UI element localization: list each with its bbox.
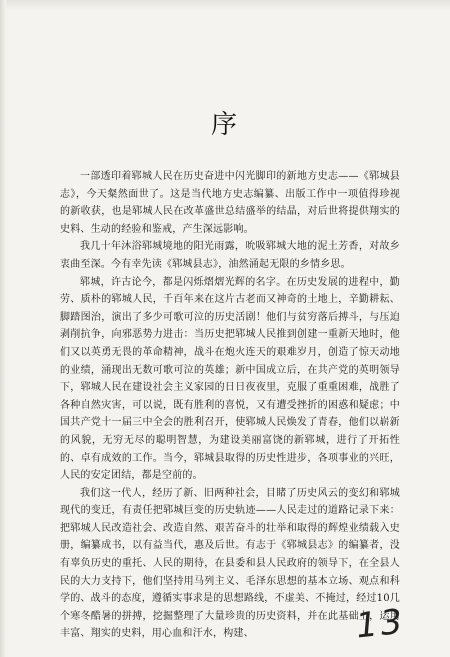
paragraph-4: 我们这一代人，经历了新、旧两种社会，目睹了历史风云的变幻和郓城现代的变迁，有责任把郓城巨变的历史轨迹——人民走过的道路记录下来：把郓城人民改造社会、改造自然、艰苦奋斗的壮举和取得的辉煌业绩载入史册，编纂成书，以有益当代，惠及后世。有志于《郓城县志》的编纂者，没有辜负历史的重托、人民的期待，在县委和县人民政府的领导下，在全县人民的大力支持下，他们坚持用马列主义、毛泽东思想的基本立场、观点和科学的、战斗的态度，遵循实事求是的思想路线，不虚美、不掩过，经过10几个寒冬酷暑的拼搏，挖掘整理了大量珍贵的历史资料，并在此基础上，运用丰富、翔实的史料，用心血和汗水，构建、 <box>60 487 400 640</box>
page-title: 序 <box>210 110 239 140</box>
handwritten-page-number: 13 <box>354 601 408 647</box>
page-binding-edge <box>0 0 6 657</box>
body-text <box>60 168 400 643</box>
page-top-shadow <box>0 0 450 10</box>
paragraph-1: 一部透印着郓城人民在历史奋进中闪光脚印的新地方史志——《郓城县志》，今天粲然面世了。这是当代地方史志编纂、出版工作中一项值得珍视的新收获，也是郓城人民在改革盛世总结盛举的结晶，对后世将提供翔实的史料、生动的经验和鉴戒，产生深远影响。 <box>60 171 400 235</box>
paragraph-2: 我几十年沐浴郓城境地的阳光雨露，吮吸郓城大地的泥土芳香，对故乡衷曲至深。今有幸先读《郓城县志》，油然涌起无限的乡情乡思。 <box>60 241 400 270</box>
paragraph-3: 郓城，许古论今，都是闪烁熠熠光辉的名字。在历史发展的进程中，勤劳、质朴的郓城人民，千百年来在这片古老而又神奇的土地上，辛勤耕耘、脚踏图治，演出了多少可歌可泣的历史活剧！他们与贫穷落后搏斗，与压迫剥削抗争，向邪恶势力进击：当历史把郓城人民推到创建一重新天地时，他们又以英勇无畏的革命精神，战斗在炮火连天的艰难岁月，创造了惊天动地的业绩，涌现出无数可歌可泣的英雄；新中国成立后，在共产党的英明领导下，郓城人民在建设社会主义家园的日日夜夜里，克服了重重困难，战胜了各种自然灾害，可以说，既有胜利的喜悦，又有遭受挫折的困惑和疑虑；中国共产党十一届三中全会的胜利召开，使郓城人民焕发了青春，他们以崭新的风貌，无穷无尽的聪明智慧，为建设美丽富饶的新郓城，进行了开拓性的、卓有成效的工作。当今，郓城县取得的历史性进步，各项事业的兴旺，人民的安定团结，都是空前的。 <box>60 276 400 482</box>
